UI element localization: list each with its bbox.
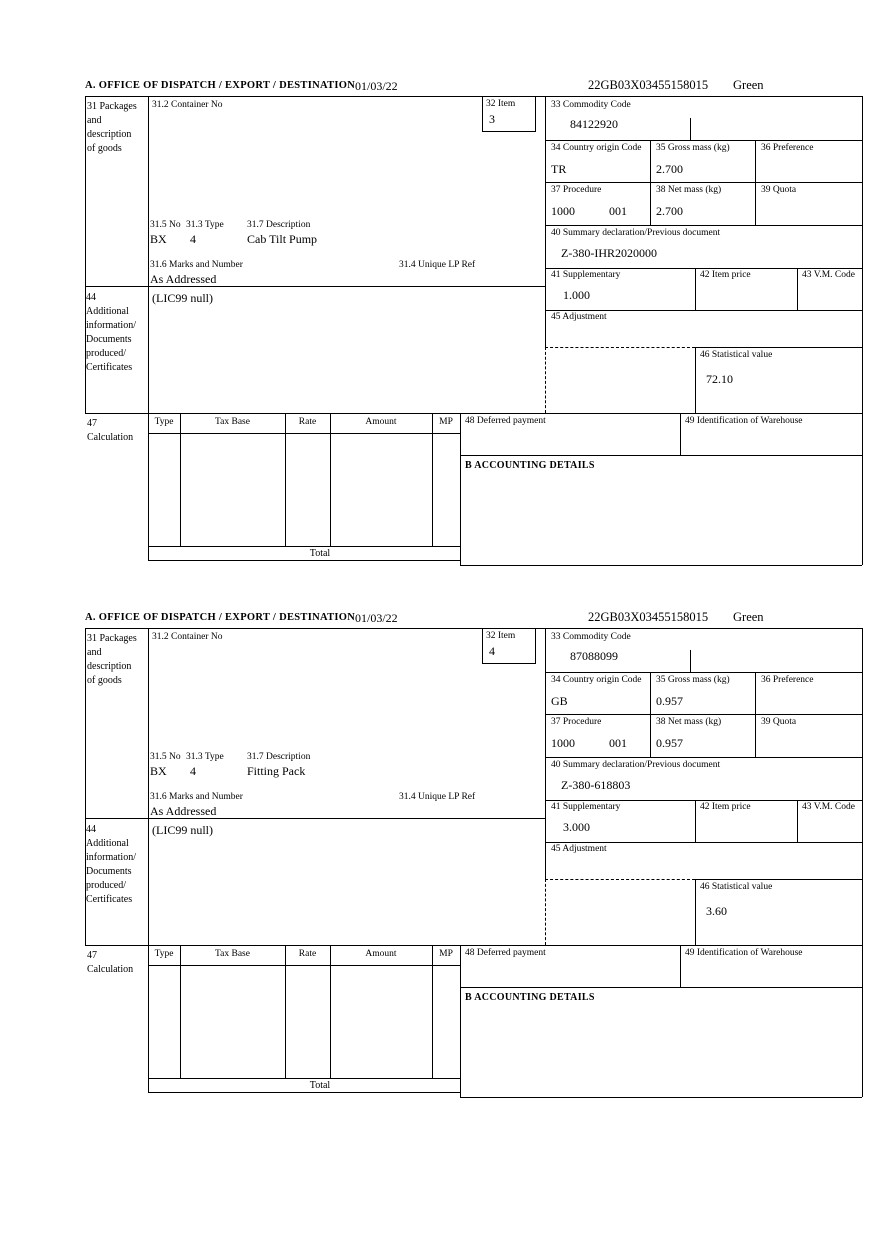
supplementary-value: 1.000 [563, 288, 590, 302]
rule [285, 945, 286, 1078]
gross-mass-value: 2.700 [656, 162, 683, 176]
box31-label-line: of goods [87, 675, 122, 686]
commodity-code-value: 87088099 [570, 649, 618, 663]
calc-tax-base-header: Tax Base [215, 949, 250, 959]
office-of-dispatch-label: A. OFFICE OF DISPATCH / EXPORT / DESTINATION [85, 612, 356, 623]
rule [148, 96, 149, 560]
rule [545, 714, 862, 715]
rule [797, 800, 798, 842]
rule [148, 1078, 460, 1079]
rule [460, 455, 862, 456]
box47-calculation-label [87, 417, 133, 445]
rule [148, 546, 460, 547]
supplementary-label: 41 Supplementary [551, 802, 621, 812]
box44-label-line: Additional [86, 838, 129, 849]
net-mass-label: 38 Net mass (kg) [656, 185, 722, 195]
calc-total-label: Total [309, 1080, 331, 1091]
procedure-value-2: 001 [609, 736, 627, 750]
box44-label-line: Additional [86, 306, 129, 317]
net-mass-value: 0.957 [656, 736, 683, 750]
preference-label: 36 Preference [761, 143, 814, 153]
rule [545, 140, 862, 141]
rule [695, 800, 696, 842]
rule [545, 757, 862, 758]
package-description-label: 31.7 Description [247, 752, 311, 762]
rule [545, 672, 862, 673]
supplementary-label: 41 Supplementary [551, 270, 621, 280]
rule [85, 945, 863, 946]
rule [148, 628, 149, 1092]
declaration-date: 01/03/22 [355, 611, 398, 625]
rule [180, 945, 181, 1078]
country-origin-value: GB [551, 694, 568, 708]
adjustment-label: 45 Adjustment [551, 312, 607, 322]
rule [148, 965, 460, 966]
rule [460, 987, 862, 988]
item-number-value: 3 [489, 112, 495, 126]
calc-total-label: Total [309, 548, 331, 559]
declaration-reference: 22GB03X03455158015 [588, 610, 709, 624]
quota-label: 39 Quota [761, 717, 797, 727]
declaration-item-section-3 [85, 78, 863, 566]
rule [535, 628, 536, 663]
rule [482, 131, 536, 132]
routing-status: Green [733, 78, 764, 92]
calc-rate-header: Rate [298, 417, 317, 427]
box44-label-line: Certificates [86, 362, 133, 373]
box31-label-line: description [87, 129, 132, 140]
box44-label-line: information/ [86, 852, 136, 863]
box47-label-line: 47 [87, 950, 97, 961]
goods-description-value: Cab Tilt Pump [247, 232, 318, 246]
box44-label-line: produced/ [86, 348, 126, 359]
rule [460, 1097, 862, 1098]
routing-status: Green [733, 610, 764, 624]
warehouse-id-label: 49 Identification of Warehouse [685, 416, 803, 426]
warehouse-id-label: 49 Identification of Warehouse [685, 948, 803, 958]
item-number-value: 4 [489, 644, 495, 658]
box44-additional-label [86, 823, 136, 907]
box47-label-line: Calculation [87, 964, 134, 975]
box44-label-line: Documents [86, 334, 132, 345]
box44-label-line: Documents [86, 866, 132, 877]
item-price-label: 42 Item price [700, 802, 751, 812]
box31-packages-label [87, 632, 137, 688]
box44-label-line: produced/ [86, 880, 126, 891]
procedure-label: 37 Procedure [551, 185, 602, 195]
vm-code-label: 43 V.M. Code [802, 802, 855, 812]
rule [482, 663, 536, 664]
rule [148, 1092, 460, 1093]
procedure-value-1: 1000 [551, 736, 575, 750]
rule [545, 628, 546, 879]
commodity-code-value: 84122920 [570, 117, 618, 131]
gross-mass-value: 0.957 [656, 694, 683, 708]
previous-document-value: Z-380-618803 [561, 778, 631, 792]
dashed-rule [545, 347, 695, 348]
rule [330, 945, 331, 1078]
box44-label-line: 44 [86, 824, 96, 835]
calc-amount-header: Amount [365, 417, 397, 427]
package-count-value: 4 [190, 232, 196, 246]
previous-document-value: Z-380-IHR2020000 [561, 246, 657, 260]
adjustment-label: 45 Adjustment [551, 844, 607, 854]
goods-description-value: Fitting Pack [247, 764, 306, 778]
package-no-label: 31.5 No [150, 220, 181, 230]
rule [545, 96, 546, 347]
commodity-code-tick [690, 118, 691, 140]
rule [695, 347, 696, 413]
box31-label-line: and [87, 115, 102, 126]
rule [545, 225, 862, 226]
rule [85, 413, 863, 414]
rule [85, 96, 863, 97]
dashed-rule [545, 347, 546, 413]
calc-amount-header: Amount [365, 949, 397, 959]
commodity-code-tick [690, 650, 691, 672]
vm-code-label: 43 V.M. Code [802, 270, 855, 280]
rule [755, 672, 756, 757]
marks-value: As Addressed [150, 804, 217, 818]
rule [460, 565, 862, 566]
rule [148, 560, 460, 561]
rule [535, 96, 536, 131]
rule [330, 413, 331, 546]
rule [285, 413, 286, 546]
accounting-details-label: B ACCOUNTING DETAILS [465, 460, 595, 471]
rule [85, 628, 863, 629]
rule [650, 672, 651, 757]
item-box-label: 32 Item [486, 99, 516, 109]
box31-label-line: description [87, 661, 132, 672]
accounting-details-label: B ACCOUNTING DETAILS [465, 992, 595, 1003]
box31-label-line: 31 Packages [87, 101, 137, 112]
unique-lp-ref-label: 31.4 Unique LP Ref [399, 260, 476, 270]
box47-label-line: 47 [87, 418, 97, 429]
rule [680, 945, 681, 987]
calc-type-header: Type [154, 417, 174, 427]
rule [545, 182, 862, 183]
procedure-label: 37 Procedure [551, 717, 602, 727]
statistical-value: 3.60 [706, 904, 727, 918]
box31-label-line: 31 Packages [87, 633, 137, 644]
office-of-dispatch-label: A. OFFICE OF DISPATCH / EXPORT / DESTINATION [85, 80, 356, 91]
marks-value: As Addressed [150, 272, 217, 286]
box44-label-line: 44 [86, 292, 96, 303]
package-count-value: 4 [190, 764, 196, 778]
rule [432, 945, 433, 1078]
box31-packages-label [87, 100, 137, 156]
marks-label: 31.6 Marks and Number [150, 260, 243, 270]
package-type-value: BX [150, 232, 167, 246]
rule [862, 96, 863, 565]
rule [482, 628, 483, 663]
dashed-rule [545, 879, 546, 945]
package-no-label: 31.5 No [150, 752, 181, 762]
gross-mass-label: 35 Gross mass (kg) [656, 143, 730, 153]
container-no-label: 31.2 Container No [152, 100, 223, 110]
commodity-code-label: 33 Commodity Code [551, 632, 631, 642]
rule [460, 945, 461, 1097]
marks-label: 31.6 Marks and Number [150, 792, 243, 802]
country-origin-value: TR [551, 162, 567, 176]
declaration-reference: 22GB03X03455158015 [588, 78, 709, 92]
country-origin-label: 34 Country origin Code [551, 143, 642, 153]
statistical-value-label: 46 Statistical value [700, 882, 773, 892]
package-description-label: 31.7 Description [247, 220, 311, 230]
statistical-value-label: 46 Statistical value [700, 350, 773, 360]
additional-information-value: (LIC99 null) [152, 291, 213, 305]
procedure-value-1: 1000 [551, 204, 575, 218]
calc-mp-header: MP [439, 417, 453, 427]
package-type-label: 31.3 Type [186, 752, 224, 762]
calc-type-header: Type [154, 949, 174, 959]
deferred-payment-label: 48 Deferred payment [465, 948, 546, 958]
summary-declaration-label: 40 Summary declaration/Previous document [551, 760, 721, 770]
deferred-payment-label: 48 Deferred payment [465, 416, 546, 426]
rule [482, 96, 483, 131]
calc-mp-header: MP [439, 949, 453, 959]
preference-label: 36 Preference [761, 675, 814, 685]
rule [797, 268, 798, 310]
rule [680, 413, 681, 455]
box31-label-line: of goods [87, 143, 122, 154]
box31-label-line: and [87, 647, 102, 658]
summary-declaration-label: 40 Summary declaration/Previous document [551, 228, 721, 238]
gross-mass-label: 35 Gross mass (kg) [656, 675, 730, 685]
calc-tax-base-header: Tax Base [215, 417, 250, 427]
statistical-value: 72.10 [706, 372, 733, 386]
item-price-label: 42 Item price [700, 270, 751, 280]
additional-information-value: (LIC99 null) [152, 823, 213, 837]
rule [148, 433, 460, 434]
rule [545, 800, 862, 801]
box44-label-line: information/ [86, 320, 136, 331]
rule [545, 268, 862, 269]
unique-lp-ref-label: 31.4 Unique LP Ref [399, 792, 476, 802]
country-origin-label: 34 Country origin Code [551, 675, 642, 685]
rule [695, 268, 696, 310]
dashed-rule [545, 879, 695, 880]
box44-additional-label [86, 291, 136, 375]
box47-label-line: Calculation [87, 432, 134, 443]
box47-calculation-label [87, 949, 133, 977]
rule [432, 413, 433, 546]
rule [695, 879, 862, 880]
procedure-value-2: 001 [609, 204, 627, 218]
calc-rate-header: Rate [298, 949, 317, 959]
rule [460, 413, 461, 565]
supplementary-value: 3.000 [563, 820, 590, 834]
commodity-code-label: 33 Commodity Code [551, 100, 631, 110]
rule [862, 628, 863, 1097]
rule [755, 140, 756, 225]
package-type-value: BX [150, 764, 167, 778]
net-mass-value: 2.700 [656, 204, 683, 218]
declaration-item-section-4 [85, 610, 863, 1098]
box44-label-line: Certificates [86, 894, 133, 905]
package-type-label: 31.3 Type [186, 220, 224, 230]
rule [695, 347, 862, 348]
rule [695, 879, 696, 945]
rule [650, 140, 651, 225]
net-mass-label: 38 Net mass (kg) [656, 717, 722, 727]
rule [180, 413, 181, 546]
item-box-label: 32 Item [486, 631, 516, 641]
rule [545, 842, 862, 843]
quota-label: 39 Quota [761, 185, 797, 195]
rule [545, 310, 862, 311]
declaration-date: 01/03/22 [355, 79, 398, 93]
container-no-label: 31.2 Container No [152, 632, 223, 642]
